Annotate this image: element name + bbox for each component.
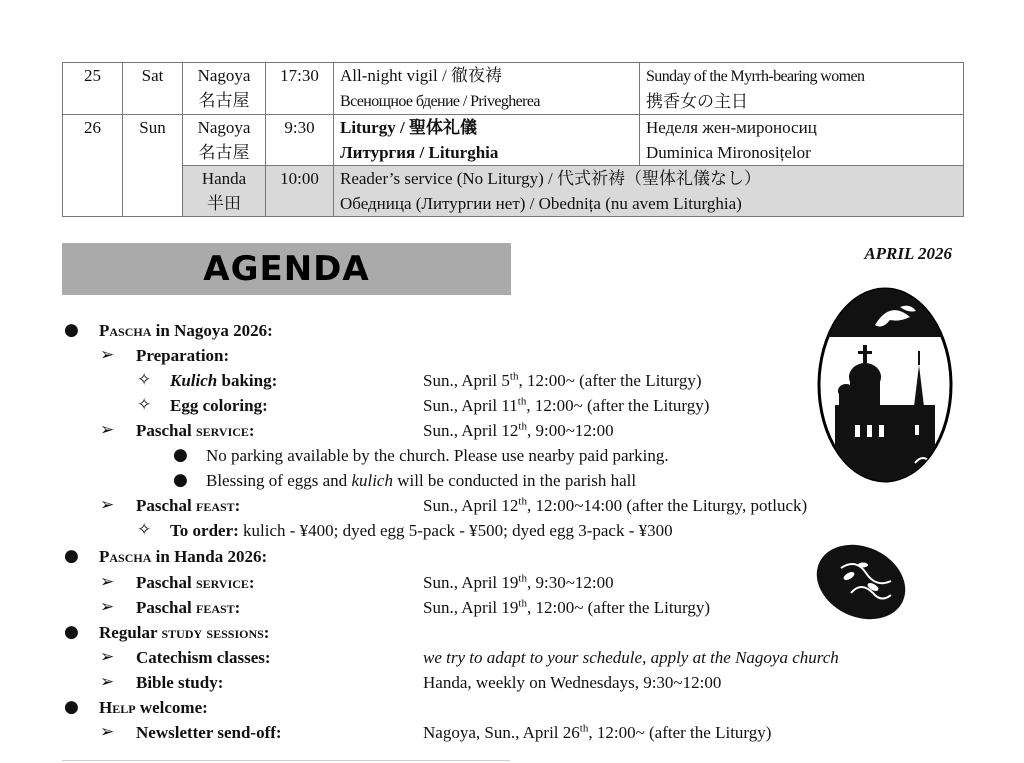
note-cell [640, 115, 964, 166]
value-sup: th [518, 495, 527, 508]
time-cell: 10:00 [266, 166, 334, 217]
note-line-1: Sunday of the Myrrh-bearing women [646, 68, 865, 85]
arrow-icon: ➢ [100, 420, 115, 440]
service-line-2: Обедница (Литургии нет) / Obednița (nu avem Liturghia) [340, 194, 742, 213]
place-jp: 名古屋 [198, 143, 250, 162]
item-label-sc: feast [195, 598, 235, 617]
item-label: Catechism classes: [136, 648, 271, 667]
item-label-sc: service [195, 573, 249, 592]
page-title: AGENDA [203, 249, 370, 289]
value-rest: , 12:00~ (after the Liturgy) [526, 396, 710, 415]
item-label [136, 418, 255, 443]
place-jp: 半田 [207, 194, 241, 213]
section-title-sc: Help [99, 698, 136, 717]
service-cell [334, 166, 964, 217]
item-label: To order: [170, 521, 239, 540]
value-rest: , 12:00~ (after the Liturgy) [588, 723, 772, 742]
value-rest: , 12:00~ (after the Liturgy) [518, 371, 702, 390]
item-text: No parking available by the church. Please use nearby paid parking. [206, 446, 669, 465]
diamond-icon: ✧ [137, 520, 152, 540]
bullet-icon: ● [173, 470, 188, 490]
service-line-1: Reader’s service (No Liturgy) / 代式祈祷（聖体礼儀なし） [340, 169, 761, 188]
item-label-colon: : [234, 496, 241, 515]
item-value [423, 393, 709, 418]
section-title-rest: in Handa 2026: [151, 547, 268, 566]
item-label-main: Paschal [136, 421, 196, 440]
arrow-icon: ➢ [100, 672, 115, 692]
item-value: Handa, weekly on Wednesdays, 9:30~12:00 [423, 673, 722, 692]
value-sup: th [518, 597, 527, 610]
ornament-egg-illustration [811, 543, 911, 621]
item-text-pre: Blessing of eggs and [206, 471, 352, 490]
weekday-cell: Sat [123, 63, 183, 115]
place-cell [183, 166, 266, 217]
value-date: Sun., April 19 [423, 598, 519, 617]
arrow-icon: ➢ [100, 495, 115, 515]
service-cell [334, 63, 640, 115]
agenda-header-bar [62, 243, 511, 295]
diamond-icon: ✧ [137, 370, 152, 390]
item-label-colon: : [234, 598, 241, 617]
schedule-table [62, 62, 964, 217]
item-label-colon: : [248, 421, 255, 440]
section-title [99, 318, 273, 343]
item-value [423, 418, 614, 443]
section-title-colon: : [263, 623, 270, 642]
service-line-1: All-night vigil / 徹夜祷 [340, 66, 502, 85]
item-label-sc: feast [195, 496, 235, 515]
service-line-2: Литургия / Liturghia [340, 143, 499, 162]
value-rest: , 12:00~ (after the Liturgy) [526, 598, 711, 617]
divider [62, 760, 510, 761]
place-en: Nagoya [197, 66, 251, 85]
value-sup: th [518, 572, 527, 585]
value-sup: th [509, 370, 519, 383]
bullet-icon: ● [64, 622, 79, 642]
table-row [63, 63, 964, 115]
item-label-main: Paschal [136, 573, 196, 592]
table-row [63, 166, 964, 217]
bullet-icon: ● [64, 697, 79, 717]
item-label-rest: baking: [217, 371, 278, 390]
bullet-icon: ● [173, 445, 188, 465]
section-title-rest: welcome: [135, 698, 208, 717]
item-label: Bible study: [136, 673, 224, 692]
arrow-icon: ➢ [100, 345, 115, 365]
value-sup: th [579, 722, 589, 735]
value-date: Sun., April 19 [423, 573, 519, 592]
section-title-sc: Pascha [99, 321, 152, 340]
item-value [423, 570, 614, 595]
weekday-cell: Sun [123, 115, 183, 217]
place-cell [183, 115, 266, 166]
section-title [99, 695, 208, 720]
item-label [170, 368, 277, 393]
item-label: Newsletter send-off: [136, 723, 282, 742]
section-title-rest: in Nagoya 2026: [151, 321, 273, 340]
item-label-sc: service [195, 421, 249, 440]
arrow-icon: ➢ [100, 572, 115, 592]
place-jp: 名古屋 [198, 91, 250, 110]
item-label-main: Paschal [136, 496, 196, 515]
time-cell: 17:30 [266, 63, 334, 115]
item-text [170, 518, 673, 543]
item-text-italic: kulich [351, 471, 393, 490]
arrow-icon: ➢ [100, 722, 115, 742]
note-line-1: Неделя жен-мироносиц [646, 118, 817, 137]
arrow-icon: ➢ [100, 597, 115, 617]
note-line-2: Duminica Mironosițelor [646, 143, 811, 162]
time-cell: 9:30 [266, 115, 334, 166]
value-rest: , 12:00~14:00 (after the Liturgy, potluck) [526, 496, 808, 515]
section-title-sc: Pascha [99, 547, 152, 566]
item-value [423, 493, 807, 518]
item-value [423, 595, 710, 620]
item-label [136, 595, 240, 620]
service-line-2: Всенощное бдение / Privegherea [340, 93, 540, 110]
item-text-post: will be conducted in the parish hall [392, 471, 637, 490]
item-label: Egg coloring: [170, 396, 268, 415]
section-title [99, 544, 267, 569]
item-label-italic: Kulich [170, 371, 218, 390]
value-rest: , 9:00~12:00 [526, 421, 614, 440]
value-sup: th [518, 420, 527, 433]
section-title [99, 620, 269, 645]
section-title-sc: study sessions [161, 623, 264, 642]
item-label-main: Paschal [136, 598, 196, 617]
day-cell: 25 [63, 63, 123, 115]
section-title-main: Regular [99, 623, 162, 642]
item-value [423, 368, 702, 393]
place-en: Nagoya [197, 118, 251, 137]
item-value: we try to adapt to your schedule, apply at the Nagoya church [423, 648, 839, 667]
item-label [136, 493, 240, 518]
note-line-2: 携香女の主日 [646, 92, 748, 111]
item-text-rest: kulich - ¥400; dyed egg 5-pack - ¥500; dyed egg 3-pack - ¥300 [238, 521, 673, 540]
arrow-icon: ➢ [100, 647, 115, 667]
value-sup: th [517, 395, 527, 408]
item-label [136, 570, 255, 595]
value-date: Sun., April 12 [423, 421, 519, 440]
item-label-colon: : [248, 573, 255, 592]
table-row [63, 115, 964, 166]
value-date: Sun., April 11 [423, 396, 518, 415]
value-date: Sun., April 5 [423, 371, 510, 390]
item-value [423, 720, 771, 745]
value-date: Nagoya, Sun., April 26 [423, 723, 580, 742]
item-text [206, 468, 636, 493]
diamond-icon: ✧ [137, 395, 152, 415]
date-label: APRIL 2026 [864, 244, 952, 263]
bullet-icon: ● [64, 546, 79, 566]
item-label: Preparation: [136, 346, 230, 365]
value-date: Sun., April 12 [423, 496, 519, 515]
bullet-icon: ● [64, 320, 79, 340]
note-cell [640, 63, 964, 115]
day-cell: 26 [63, 115, 123, 217]
place-en: Handa [201, 169, 247, 188]
service-cell [334, 115, 640, 166]
service-line-1: Liturgy / 聖体礼儀 [340, 118, 477, 137]
church-egg-illustration [815, 285, 955, 485]
value-rest: , 9:30~12:00 [526, 573, 614, 592]
place-cell [183, 63, 266, 115]
